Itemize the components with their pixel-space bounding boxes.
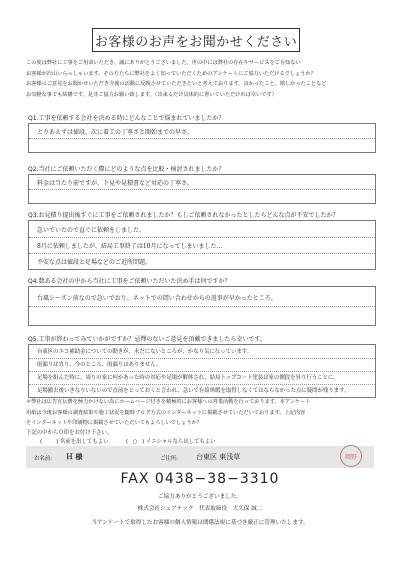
option-mark: ( ) [40, 439, 59, 445]
thanks-text: ご協力ありがとうございました。 [158, 494, 242, 500]
answer-line: とりあえずは値段、次に着工の丁寧さと開始までの早さ。 [37, 129, 193, 136]
answer-box-3[interactable] [28, 220, 376, 270]
question-4: Q4.数ある会社の中から当社に工事をご依頼いただいた決め手は何ですか？ [28, 278, 231, 285]
notice-line: 用紙は今後お客様の調査結果や施工状況を随時ブログ方式のインターネットに掲載させていただいております。上記内容 [26, 409, 306, 416]
notice-line: をインターネットや印刷物に掲載させていただいてもよろしいでしょうか？ [26, 420, 202, 426]
name-value[interactable]: Ｈ 様 [66, 453, 83, 461]
answer-line: 台風シーズン前なので急いでおり、ネットでの問い合わせからの返事が早かったところ。 [37, 295, 277, 302]
option-initial-ok[interactable] [126, 437, 216, 445]
option-name-ok[interactable] [40, 437, 108, 445]
answer-line: 雨漏りは直り、今のところ、雨漏りはありません。 [37, 362, 162, 368]
notice-text [26, 397, 378, 429]
answer-line: 8月に依頼しましたが、結局工事終了は10月になってしまいました… [37, 243, 223, 250]
company-name: 株式会社シェアテック 代表取締役 大久保 誠二 [137, 506, 263, 512]
intro-text [26, 58, 378, 100]
address-value[interactable]: 台東区 東浅草 [196, 453, 241, 461]
question-5: Q5.工事が終わってみていかがですか？忌憚のないご意見を頂戴できましたら幸いです。 [28, 336, 266, 343]
option-mark: ( ○ ) [126, 439, 145, 445]
answer-box-2[interactable] [28, 174, 376, 204]
intro-line: この度は弊社に工事をご用命いただき、誠にありがとうございました。世の中には弊社の存在やサービスをご存知ない [26, 60, 301, 66]
answer-line: 足場を組んだ時に、周りの家に何かあった時の対応や足場が解体され、結局トップコート塗装は家の側段を昇り行うことに。 [37, 375, 339, 381]
option-label: 名前を出してもよい [59, 439, 109, 445]
notice-line: ＊弊社は広告宣伝費を極力かけない為にホームページ付きを積極的にお客様への営業活動を行っております。本アンケート [26, 399, 311, 405]
address-label: ご住所: [160, 456, 178, 462]
survey-title: お客様のお声をお聞かせください [92, 28, 300, 52]
privacy-footer: 当アンケートで取得したお客様の個人情報は関係法規に基づき厳正に管理いたします。 [91, 520, 309, 526]
intro-line: お客様のご意見をお聞かせいただき今後の活動に反映させていただきたいと考えております。良かったこと、嬉しかったことなど [26, 81, 327, 87]
seal-stamp: 岡野 [340, 445, 362, 467]
answer-line: 急いでいたので直ぐに依頼をしました。 [37, 227, 146, 234]
fax-number: FAX 0438−38−3310 [120, 471, 280, 487]
answer-box-4[interactable] [28, 286, 376, 326]
answer-box-5[interactable] [28, 344, 376, 398]
answer-line: 台東区のエコ補助金についての動きが、未だにないところが、かなり気になっています。 [37, 349, 253, 355]
answer-line: 足場撤去後いきなりいないので直前をとっておくと言われ、急いで有給休暇を取得しなくてはならなかった点に疑問が残ります。 [37, 388, 350, 394]
answer-line: 料金は当たり前ですが、下見や見積書など対応の丁寧さ。 [37, 180, 193, 187]
name-label: お名前: [34, 456, 52, 462]
answer-line: 不安な点は値段と足場などのご近所問題。 [37, 259, 152, 266]
intro-line: お客様が沢山いらっしゃいます。その方たちに弊社をよく知っていただくためのアンケートにご協力いただけるでしょうか？ [26, 70, 316, 77]
question-3: Q3.お見積り提出後すぐに工事をご依頼されましたか？もしご依頼されなかったとしたらどんな点が不安でしたか？ [28, 212, 339, 219]
option-label: イニシャルなら出してもよい [145, 439, 216, 445]
select-prompt: 下記の中からＯ印をお付け下さい。 [26, 430, 113, 436]
intro-line: お気軽な事でも結構です。是非ご協力お願い致します。（出来るだけ具体的に書いていただければ幸いです） [26, 91, 277, 98]
question-1: Q1.工事を依頼する会社を決める時にどんなことで悩まれていましたか？ [28, 115, 225, 122]
name-address-bar [26, 446, 374, 468]
answer-box-1[interactable] [28, 123, 376, 153]
question-2: Q2.当社にご依頼いただく際にどのような点を比較・検討されましたか？ [28, 166, 225, 173]
